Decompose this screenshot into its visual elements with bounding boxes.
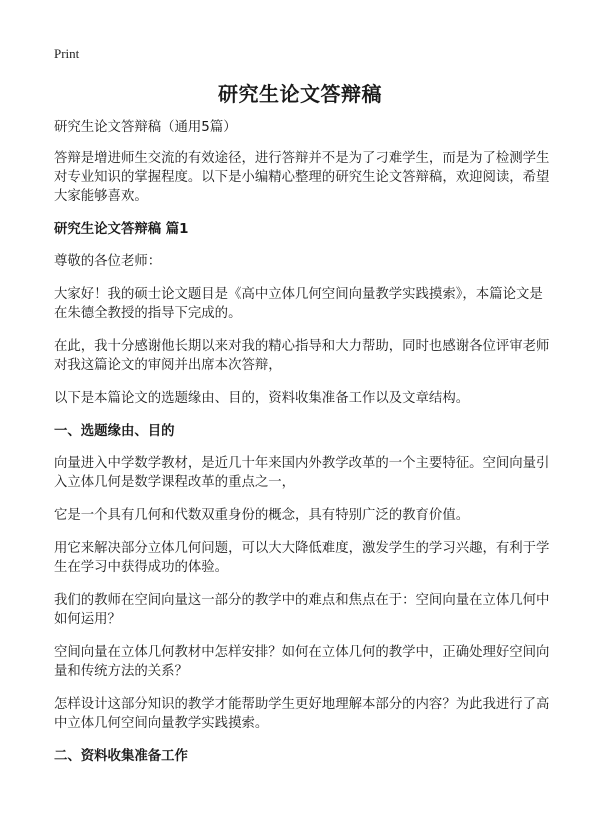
section-heading: 研究生论文答辩稿 篇1: [54, 222, 189, 237]
paragraph: 尊敬的各位老师：: [54, 254, 162, 269]
print-link[interactable]: Print: [54, 46, 80, 61]
paragraph: 怎样设计这部分知识的教学才能帮助学生更好地理解本部分的内容？为此我进行了高中立体几何空间向量教学实践摸索。: [54, 697, 550, 731]
paragraph: 以下是本篇论文的选题缘由、目的，资料收集准备工作以及文章结构。: [54, 391, 470, 406]
subheading-topic-reason: 一、选题缘由、目的: [54, 424, 175, 439]
page-title: 研究生论文答辩稿: [218, 82, 382, 106]
paragraph: 我们的教师在空间向量这一部分的教学中的难点和焦点在于：空间向量在立体几何中如何运用？: [54, 593, 550, 627]
document-subtitle: 研究生论文答辩稿（通用5篇）: [54, 120, 237, 135]
paragraph: 用它来解决部分立体几何问题，可以大大降低难度，激发学生的学习兴趣，有利于学生在学习中获得成功的体验。: [54, 541, 550, 575]
subheading-data-collection: 二、资料收集准备工作: [54, 749, 188, 764]
paragraph: 向量进入中学数学教材，是近几十年来国内外教学改革的一个主要特征。空间向量引入立体几何是数学课程改革的重点之一，: [54, 456, 550, 490]
paragraph: 它是一个具有几何和代数双重身份的概念，具有特别广泛的教育价值。: [54, 508, 470, 523]
document-body: [54, 118, 554, 779]
intro-paragraph: 答辩是增进师生交流的有效途径，进行答辩并不是为了刁难学生，而是为了检测学生对专业知识的掌握程度。以下是小编精心整理的研究生论文答辩稿，欢迎阅读，希望大家能够喜欢。: [54, 151, 550, 204]
paragraph: 在此，我十分感谢他长期以来对我的精心指导和大力帮助，同时也感谢各位评审老师对我这篇论文的审阅并出席本次答辩，: [54, 339, 550, 373]
paragraph: 空间向量在立体几何教材中怎样安排？如何在立体几何的教学中，正确处理好空间向量和传统方法的关系？: [54, 645, 550, 679]
paragraph: 大家好！我的硕士论文题目是《高中立体几何空间向量教学实践摸索》，本篇论文是在朱德全教授的指导下完成的。: [54, 287, 543, 321]
